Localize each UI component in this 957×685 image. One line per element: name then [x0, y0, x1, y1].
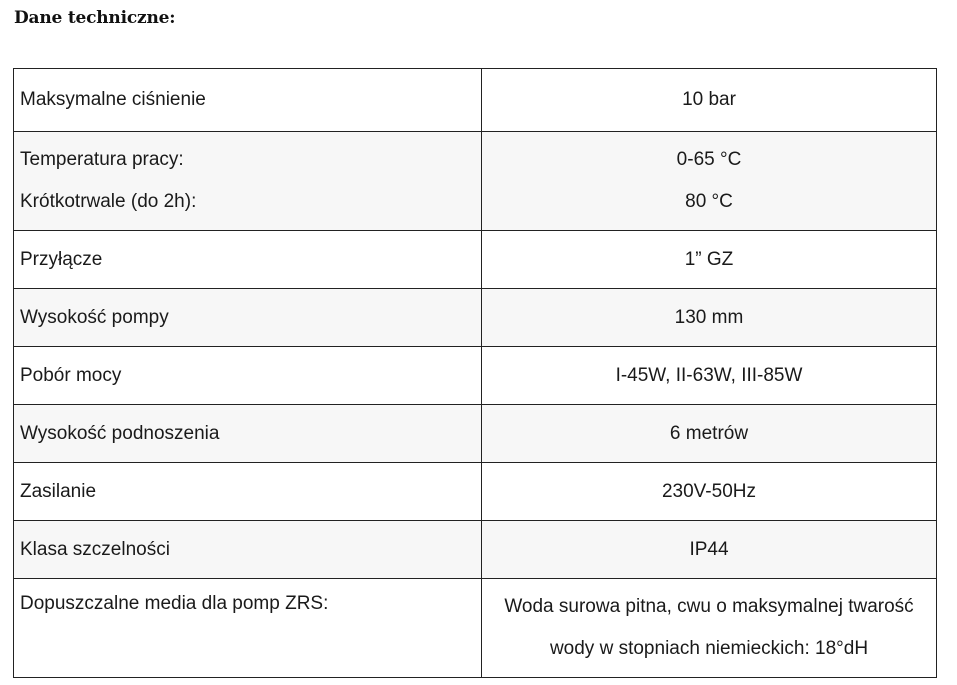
spec-label: Maksymalne ciśnienie: [20, 89, 206, 110]
spec-value: 0-65 °C: [676, 149, 742, 170]
spec-label: Wysokość podnoszenia: [20, 422, 220, 444]
table-row: [14, 69, 937, 132]
spec-value: 10 bar: [682, 89, 736, 110]
spec-label-cell: [14, 405, 482, 463]
spec-value-cell: [482, 132, 937, 231]
spec-label: Wysokość pompy: [20, 306, 169, 328]
spec-label: Klasa szczelności: [20, 538, 170, 560]
spec-value: 230V-50Hz: [661, 480, 756, 502]
spec-label: Dopuszczalne media dla pomp ZRS:: [20, 593, 329, 614]
spec-label: Temperatura pracy:: [20, 149, 184, 170]
table-row: [14, 132, 937, 231]
specs-table: [13, 68, 937, 678]
table-row: [14, 347, 937, 405]
spec-value: wody w stopniach niemieckich: 18°dH: [549, 638, 869, 659]
spec-value-cell: [482, 347, 937, 405]
spec-value-cell: [482, 231, 937, 289]
table-row: [14, 405, 937, 463]
spec-label-cell: [14, 463, 482, 521]
spec-value-cell: [482, 463, 937, 521]
spec-label: Zasilanie: [20, 480, 97, 502]
table-row: [14, 579, 937, 678]
spec-value: 1” GZ: [684, 248, 734, 270]
table-row: [14, 521, 937, 579]
spec-label-cell: [14, 69, 482, 132]
spec-label-cell: [14, 579, 482, 678]
spec-label-cell: [14, 289, 482, 347]
spec-label: Pobór mocy: [20, 364, 122, 386]
spec-value-cell: [482, 579, 937, 678]
spec-label-cell: [14, 521, 482, 579]
spec-label: Przyłącze: [20, 248, 103, 270]
spec-value-cell: [482, 405, 937, 463]
section-heading: Dane techniczne:: [14, 8, 176, 28]
spec-value: 130 mm: [674, 306, 744, 328]
spec-value-cell: [482, 521, 937, 579]
spec-value: 6 metrów: [669, 422, 749, 444]
spec-label-cell: [14, 347, 482, 405]
spec-value-cell: [482, 289, 937, 347]
table-row: [14, 463, 937, 521]
spec-label-cell: [14, 132, 482, 231]
spec-value: IP44: [689, 538, 729, 560]
spec-label-cell: [14, 231, 482, 289]
table-row: [14, 231, 937, 289]
table-row: [14, 289, 937, 347]
spec-value: 80 °C: [685, 191, 733, 212]
spec-label: Krótkotrwale (do 2h):: [20, 191, 197, 212]
spec-value: I-45W, II-63W, III-85W: [615, 364, 803, 386]
spec-value: Woda surowa pitna, cwu o maksymalnej twarość: [504, 596, 914, 617]
spec-value-cell: [482, 69, 937, 132]
